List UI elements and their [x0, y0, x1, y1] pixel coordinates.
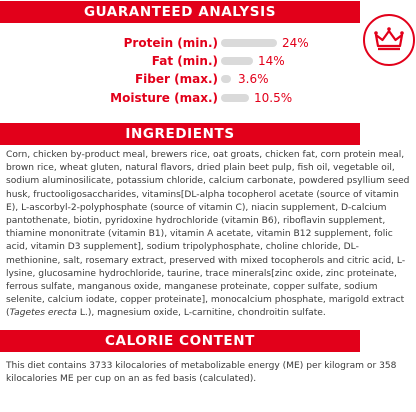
analysis-bar: [221, 39, 277, 47]
ingredients-text: [6, 149, 410, 321]
guaranteed-analysis-heading: GUARANTEED ANALYSIS: [0, 1, 360, 23]
analysis-label: Protein (min.): [123, 36, 218, 50]
analysis-label: Fiber (max.): [134, 72, 218, 86]
analysis-value: 14%: [258, 54, 285, 68]
analysis-row-fiber: [0, 70, 218, 88]
analysis-value: 3.6%: [238, 72, 269, 86]
analysis-row-fat: [0, 52, 218, 70]
calorie-content-heading: CALORIE CONTENT: [0, 330, 360, 352]
analysis-value: 24%: [282, 36, 309, 50]
ingredients-text-part: L.), magnesium oxide, L-carnitine, chondroitin sulfate.: [76, 308, 326, 319]
crown-icon: [365, 16, 413, 64]
ingredients-heading: INGREDIENTS: [0, 123, 360, 145]
ingredients-text-part: Corn, chicken by-product meal, brewers rice, oat groats, chicken fat, corn protein meal, brown rice, wheat gluten, natural flavors, dried plain beet pulp, fish oil, vegetable oil, sodium aluminosilicate, potassium chloride, calcium carbonate, powdered psyllium seed husk, fructooligosaccharides, vitamins[DL-alpha tocopherol acetate (source of vitamin E), L-ascorbyl-2-polyphosphate (source of vitamin C), niacin supplement, D-calcium pantothenate, biotin, pyridoxine hydrochloride (vitamin B6), riboflavin supplement, thiamine mononitrate (vitamin B1), vitamin A acetate, vitamin B12 supplement, folic acid, vitamin D3 supplement], sodium tripolyphosphate, choline chloride, DL-methionine, salt, rosemary extract, preserved with mixed tocopherols and citric acid, L-lysine, glucosamine hydrochloride, taurine, trace minerals[zinc oxide, zinc proteinate, ferrous sulfate, manganous oxide, manganese proteinate, copper sulfate, sodium selenite, calcium iodate, copper proteinate], monocalcium phosphate, marigold extract (: [6, 150, 410, 319]
analysis-bar: [221, 94, 249, 102]
analysis-bar: [221, 75, 231, 83]
brand-badge: [363, 14, 415, 66]
analysis-row-moisture: [0, 89, 218, 107]
analysis-label: Moisture (max.): [110, 91, 218, 105]
analysis-bar: [221, 57, 253, 65]
ingredients-italic-name: Tagetes erecta: [9, 308, 77, 319]
analysis-label: Fat (min.): [151, 54, 218, 68]
analysis-row-protein: [0, 34, 218, 52]
calorie-text: This diet contains 3733 kilocalories of metabolizable energy (ME) per kilogram or 358 kilocalories ME per cup on an as fed basis (calculated).: [6, 361, 397, 385]
analysis-value: 10.5%: [254, 91, 293, 105]
